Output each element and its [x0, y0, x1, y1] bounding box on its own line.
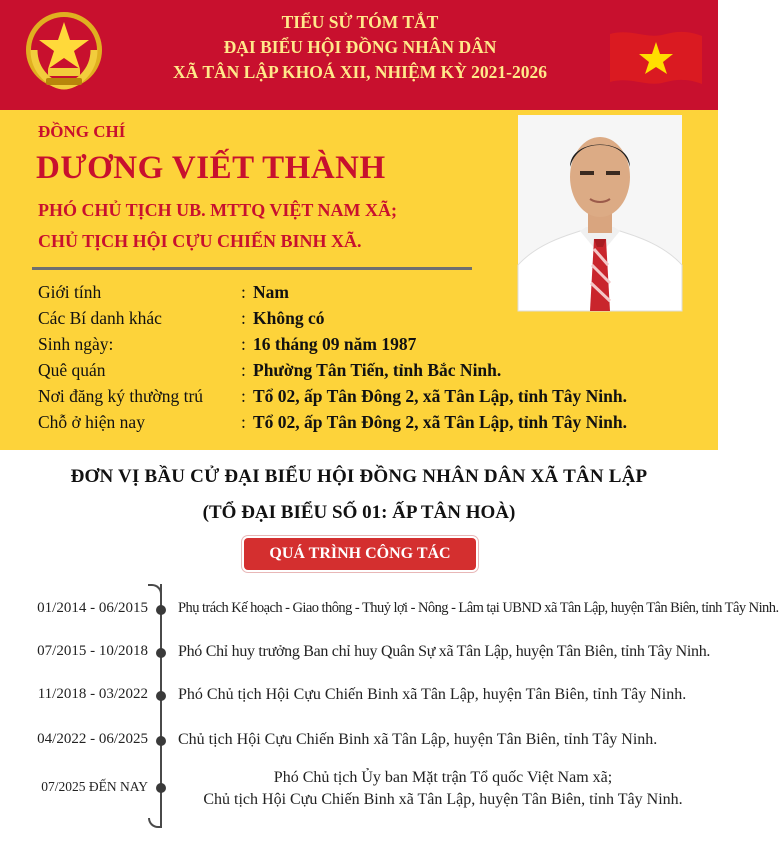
- info-label: Quê quán: [38, 360, 106, 380]
- timeline-dot: [156, 736, 166, 746]
- info-colon: :: [241, 360, 246, 380]
- info-label: Nơi đăng ký thường trú: [38, 386, 204, 406]
- info-row-gender: [38, 282, 718, 304]
- info-row-permanent-address: [38, 386, 718, 408]
- info-value: Phường Tân Tiến, tỉnh Bắc Ninh.: [253, 360, 502, 380]
- constituency-title: ĐƠN VỊ BẦU CỬ ĐẠI BIỂU HỘI ĐỒNG NHÂN DÂN XÃ TÂN LẬP: [70, 466, 648, 487]
- timeline-entry: Phó Chủ tịch Hội Cựu Chiến Binh xã Tân Lập, huyện Tân Biên, tỉnh Tây Ninh.: [178, 686, 687, 703]
- vietnam-flag-icon: [606, 26, 706, 92]
- timeline-entry: Chủ tịch Hội Cựu Chiến Binh xã Tân Lập, huyện Tân Biên, tỉnh Tây Ninh.: [178, 731, 658, 748]
- timeline-date: 01/2014 - 06/2015: [37, 600, 148, 616]
- header-line-1: TIỂU SỬ TÓM TẮT: [281, 12, 439, 32]
- divider: [32, 267, 472, 270]
- timeline-dot: [156, 783, 166, 793]
- timeline-entry: Phụ trách Kế hoạch - Giao thông - Thuỷ lợi - Nông - Lâm tại UBND xã Tân Lập, huyện Tân Biên, tỉnh Tây Ninh.: [178, 600, 779, 616]
- info-label: Chỗ ở hiện nay: [38, 412, 145, 432]
- timeline-date: 11/2018 - 03/2022: [37, 686, 148, 702]
- info-colon: :: [241, 412, 246, 432]
- position-line-2: CHỦ TỊCH HỘI CỰU CHIẾN BINH XÃ.: [38, 231, 362, 251]
- rank-label: ĐỒNG CHÍ: [38, 122, 126, 141]
- info-row-hometown: [38, 360, 718, 382]
- timeline-entry: Phó Chủ tịch Ủy ban Mặt trận Tổ quốc Việt Nam xã;: [273, 769, 613, 786]
- info-label: Các Bí danh khác: [38, 308, 162, 328]
- timeline-entry: Phó Chỉ huy trưởng Ban chỉ huy Quân Sự xã Tân Lập, huyện Tân Biên, tỉnh Tây Ninh.: [178, 643, 711, 660]
- state-emblem-icon: [22, 10, 106, 94]
- info-label: Giới tính: [38, 282, 102, 302]
- info-value: Tổ 02, ấp Tân Đông 2, xã Tân Lập, tỉnh Tây Ninh.: [253, 412, 627, 432]
- info-row-current-address: [38, 412, 718, 434]
- info-colon: :: [241, 334, 246, 354]
- info-colon: :: [241, 282, 246, 302]
- info-colon: :: [241, 386, 246, 406]
- info-value: Không có: [253, 308, 325, 328]
- timeline-dot: [156, 605, 166, 615]
- timeline-date: 07/2025 ĐẾN NAY: [41, 779, 148, 794]
- info-colon: :: [241, 308, 246, 328]
- info-value: 16 tháng 09 năm 1987: [253, 334, 417, 354]
- header-line-3: XÃ TÂN LẬP KHOÁ XII, NHIỆM KỲ 2021-2026: [172, 62, 547, 82]
- info-label: Sinh ngày:: [38, 334, 114, 354]
- timeline-date: 04/2022 - 06/2025: [37, 731, 148, 747]
- constituency-subtitle: (TỔ ĐẠI BIỂU SỐ 01: ẤP TÂN HOÀ): [202, 502, 516, 523]
- header-title: [120, 10, 600, 85]
- header-line-2: ĐẠI BIỂU HỘI ĐỒNG NHÂN DÂN: [223, 37, 497, 57]
- info-value: Tổ 02, ấp Tân Đông 2, xã Tân Lập, tỉnh Tây Ninh.: [253, 386, 627, 406]
- position-line-1: PHÓ CHỦ TỊCH UB. MTTQ VIỆT NAM XÃ;: [38, 200, 398, 220]
- timeline-dot: [156, 648, 166, 658]
- timeline-entry-continued: Chủ tịch Hội Cựu Chiến Binh xã Tân Lập, huyện Tân Biên, tỉnh Tây Ninh.: [203, 791, 683, 808]
- info-value: Nam: [253, 282, 289, 302]
- work-history-heading: QUÁ TRÌNH CÔNG TÁC: [244, 538, 476, 570]
- info-row-birthdate: [38, 334, 718, 356]
- info-row-alias: [38, 308, 718, 330]
- timeline-dot: [156, 691, 166, 701]
- timeline-bottom-cap: [148, 818, 162, 828]
- timeline-date: 07/2015 - 10/2018: [37, 643, 148, 659]
- person-name: DƯƠNG VIẾT THÀNH: [36, 150, 386, 186]
